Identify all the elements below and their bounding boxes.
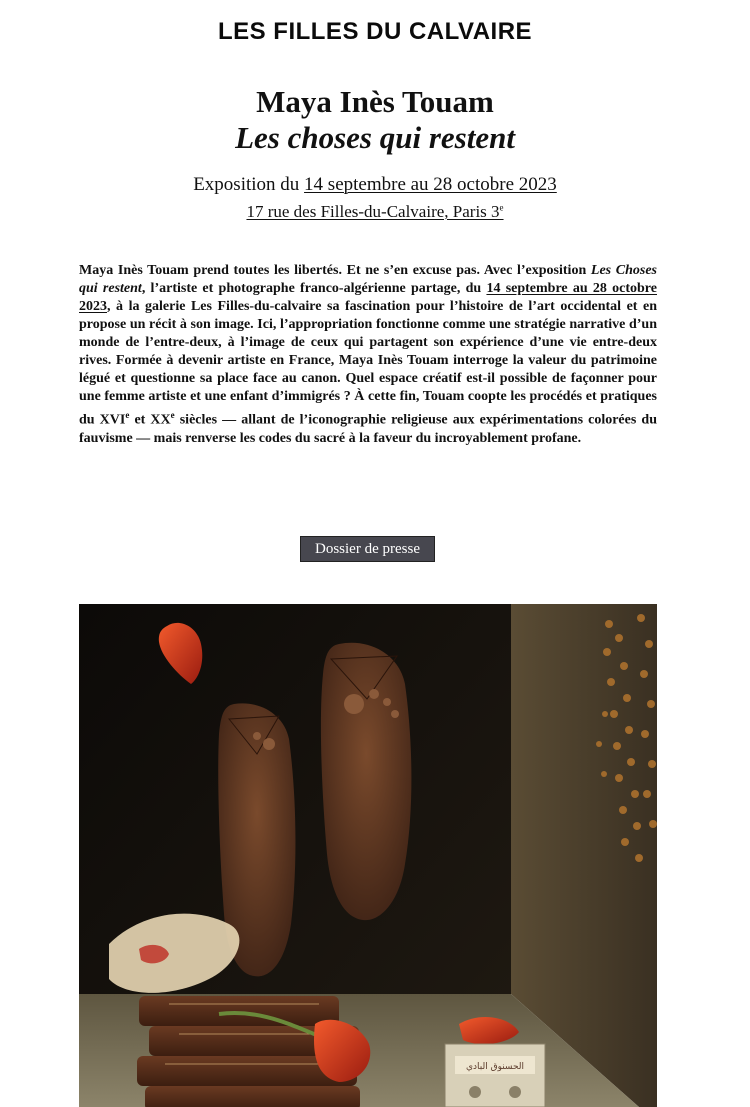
artwork-photo [79, 604, 657, 1107]
cassette-tape [445, 1044, 545, 1107]
gallery-brand: LES FILLES DU CALVAIRE [217, 18, 533, 45]
foot-relief-right [321, 643, 412, 920]
artwork-illustration [79, 604, 657, 1107]
exhibition-description [79, 262, 657, 448]
address-sup: e [499, 202, 504, 212]
exhibition-title: Les choses qui restent [235, 120, 515, 155]
desc-part-1: Maya Inès Touam prend toutes les libertés. Et ne s’en excuse pas. Avec l’exposition [79, 263, 591, 278]
desc-part-4: et XX [129, 412, 171, 428]
desc-show-title: Les Choses qui restent [79, 263, 657, 296]
address-link[interactable] [246, 202, 503, 221]
dates-link[interactable]: 14 septembre au 28 octobre 2023 [304, 174, 557, 195]
cassette-label: الحسنوق البادي [465, 1062, 525, 1072]
desc-part-2: , l’artiste et photographe franco-algérienne partage, du [141, 281, 487, 296]
artist-name: Maya Inès Touam [256, 84, 494, 119]
dates-prefix: Exposition du [193, 174, 305, 195]
gallery-address [0, 197, 750, 222]
desc-part-5: siècles — allant de l’iconographie religieuse aux expérimentations colorées du fauvisme — mais renverse les codes du sacré à la faveur du incroyablement profane. [79, 412, 657, 446]
desc-sup-1: e [125, 410, 130, 420]
press-kit-button[interactable]: Dossier de presse [300, 536, 435, 562]
desc-part-3: , à la galerie Les Filles-du-calvaire sa fascination pour l’histoire de l’art occidental et en propose un récit à son image. Ici, l’appropriation fonctionne comme une stratégie narrative d’un monde de l’entre-deux, à l’image de ceux qui partagent son expérience d’une vie entre-deux rives. Formée à devenir artiste en France, Maya Inès Touam interroge la valeur du patrimoine légué et questionne sa place face au canon. Quel espace créatif est-il possible de façonner pour une femme artiste et une enfant d’immigrés ? À cette fin, Touam coopte les procédés et pratiques du XVI [79, 299, 657, 428]
exhibition-dates [0, 174, 750, 196]
desc-dates-link[interactable]: 14 septembre au 28 octobre 2023 [79, 281, 657, 314]
desc-sup-2: e [170, 410, 175, 420]
address-text: 17 rue des Filles-du-Calvaire, Paris 3 [246, 201, 500, 221]
